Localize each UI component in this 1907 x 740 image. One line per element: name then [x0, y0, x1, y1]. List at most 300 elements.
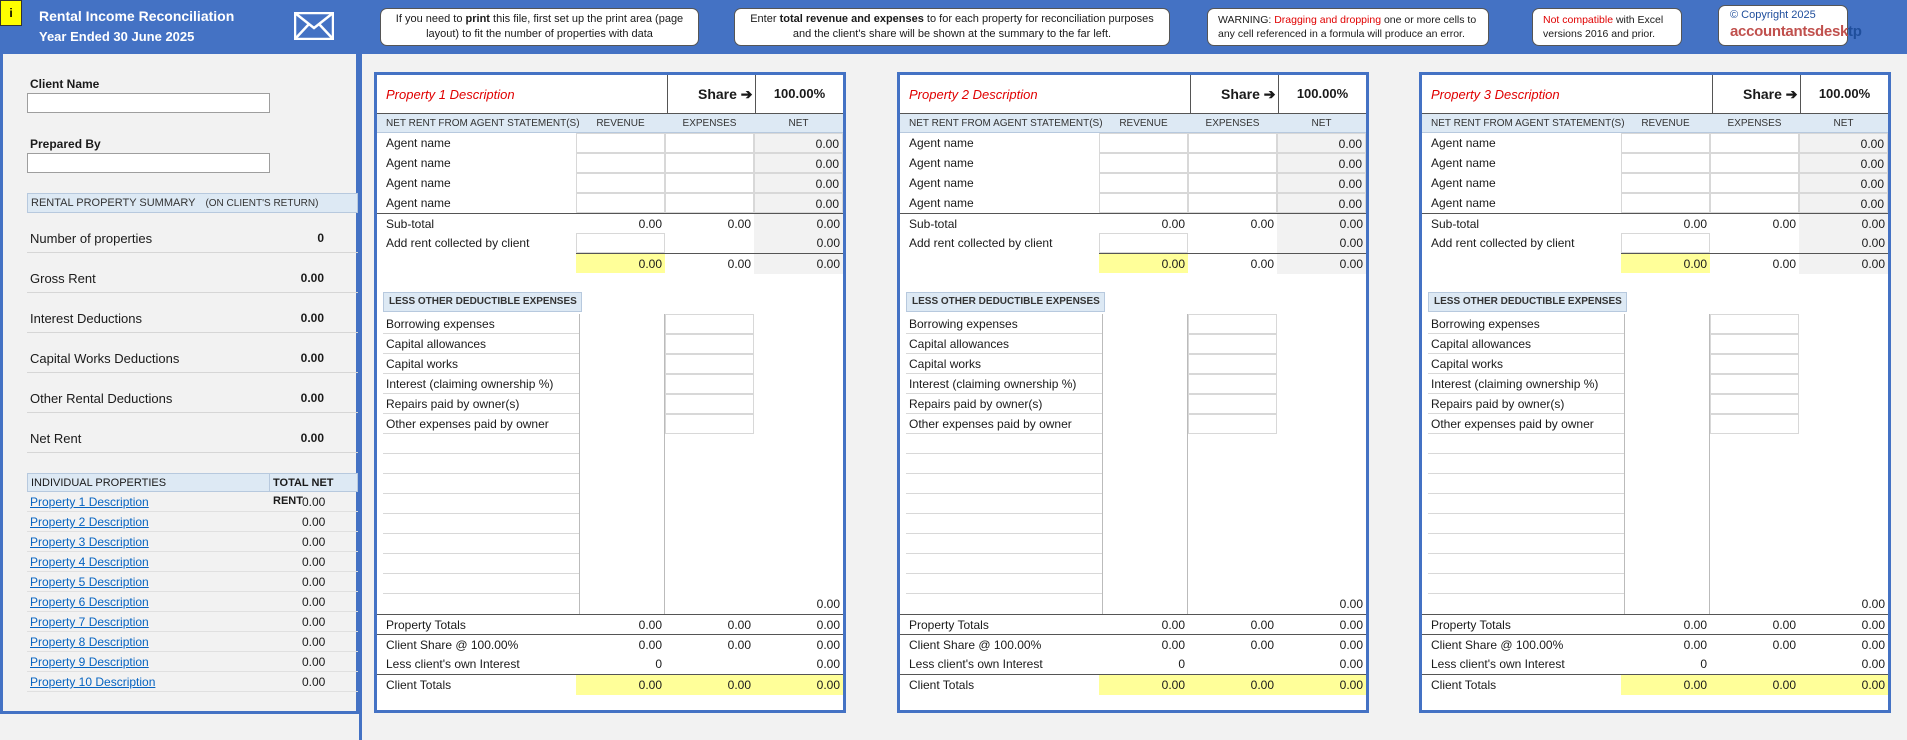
- agent-label[interactable]: Agent name: [909, 156, 974, 170]
- share-label-cell: [1712, 75, 1801, 113]
- expense-row: [383, 414, 579, 434]
- share-label: Share ➔: [698, 86, 753, 102]
- brand-logo[interactable]: [1718, 5, 1862, 46]
- expenses-cell[interactable]: [665, 173, 754, 193]
- client-totals-net: 0.00: [1799, 675, 1888, 695]
- col-net: NET: [788, 118, 809, 129]
- subtotal-row: [1422, 213, 1888, 233]
- expense-amount-cell[interactable]: [665, 414, 754, 434]
- rent-total-expenses: 0.00: [1710, 253, 1799, 273]
- expenses-cell[interactable]: [1188, 153, 1277, 173]
- subtotal-net: 0.00: [816, 217, 840, 231]
- expenses-cell[interactable]: [1710, 153, 1799, 173]
- agent-row: [377, 193, 843, 213]
- expense-amount-cell[interactable]: [1188, 334, 1277, 354]
- expense-row: [383, 334, 579, 354]
- subtotal-net: 0.00: [1861, 217, 1885, 231]
- expenses-cell[interactable]: [1188, 133, 1277, 153]
- title-bar: [0, 0, 1907, 54]
- expense-amount-cell[interactable]: [1188, 414, 1277, 434]
- agent-label[interactable]: Agent name: [1431, 176, 1496, 190]
- expense-row-empty[interactable]: [1428, 594, 1624, 614]
- col-expenses: EXPENSES: [1205, 118, 1260, 129]
- expense-label: Repairs paid by owner(s): [1431, 397, 1565, 411]
- add-rent-row: [1422, 233, 1888, 253]
- expense-row-empty[interactable]: [383, 594, 579, 614]
- expense-row: [906, 334, 1102, 354]
- col-desc: NET RENT FROM AGENT STATEMENT(S): [1431, 118, 1625, 129]
- agent-label[interactable]: Agent name: [386, 176, 451, 190]
- property-totals-expenses: 0.00: [1250, 618, 1274, 632]
- expense-row-empty[interactable]: [906, 514, 1102, 534]
- expense-row-empty[interactable]: [383, 534, 579, 554]
- expense-row-empty[interactable]: [906, 554, 1102, 574]
- property-link[interactable]: Property 3 Description: [30, 535, 149, 549]
- property-net: 0.00: [302, 675, 326, 689]
- net-cell: 0.00: [1799, 153, 1888, 173]
- client-share-expenses: 0.00: [1250, 638, 1274, 652]
- expense-row: [383, 314, 579, 334]
- expense-row-empty[interactable]: [1428, 574, 1624, 594]
- rent-total-revenue: 0.00: [1099, 253, 1188, 273]
- expenses-cell[interactable]: [665, 153, 754, 173]
- less-interest-label: Less client's own Interest: [1431, 657, 1565, 671]
- expense-row-empty[interactable]: [1428, 454, 1624, 474]
- add-rent-net: 0.00: [1861, 236, 1885, 250]
- client-share-row: [900, 634, 1366, 654]
- expense-row: [906, 314, 1102, 334]
- expense-amount-cell[interactable]: [1710, 394, 1799, 414]
- property-link-row: [27, 672, 358, 692]
- col-net: NET: [1833, 118, 1854, 129]
- expense-amount-cell[interactable]: [665, 314, 754, 334]
- expense-label: Capital works: [1431, 357, 1504, 371]
- property-link-row: [27, 592, 358, 612]
- client-share-label: Client Share @ 100.00%: [386, 638, 519, 652]
- agent-row: [377, 133, 843, 153]
- client-totals-row: [900, 674, 1366, 694]
- agent-row: [377, 153, 843, 173]
- client-name-label: Client Name: [30, 77, 100, 91]
- property-title[interactable]: Property 1 Description: [386, 87, 515, 102]
- net-cell: 0.00: [1799, 173, 1888, 193]
- summary-value: 0.00: [300, 351, 324, 365]
- client-share-row: [1422, 634, 1888, 654]
- expense-amount-cell[interactable]: [1188, 354, 1277, 374]
- brand-c: p: [1852, 23, 1862, 40]
- revenue-cell[interactable]: [1621, 173, 1710, 193]
- expense-amount-column: [665, 314, 754, 434]
- expense-amount-cell[interactable]: [665, 394, 754, 414]
- revenue-cell[interactable]: [1621, 153, 1710, 173]
- compat-b: with Excel versions 2016 and prior.: [1543, 14, 1664, 40]
- expense-label: Interest (claiming ownership %): [909, 377, 1077, 391]
- subtotal-row: [900, 213, 1366, 233]
- rent-total-expenses: 0.00: [1188, 253, 1277, 273]
- client-totals-row: [1422, 674, 1888, 694]
- expense-row: [383, 394, 579, 414]
- revenue-cell[interactable]: [576, 133, 665, 153]
- expense-row: [1428, 334, 1624, 354]
- enter-note: [734, 8, 1170, 46]
- expenses-cell[interactable]: [665, 193, 754, 213]
- property-header: [377, 75, 843, 114]
- expense-row-empty[interactable]: [1428, 494, 1624, 514]
- revenue-cell[interactable]: [576, 173, 665, 193]
- expenses-cell[interactable]: [1188, 173, 1277, 193]
- property-link-row: [27, 632, 358, 652]
- property-link[interactable]: Property 9 Description: [30, 655, 149, 669]
- client-totals-net: 0.00: [1277, 675, 1366, 695]
- less-interest-label: Less client's own Interest: [386, 657, 520, 671]
- rent-total-row: [1422, 253, 1888, 273]
- property-title[interactable]: Property 2 Description: [909, 87, 1038, 102]
- panel-divider: [359, 0, 362, 740]
- revenue-cell[interactable]: [1099, 173, 1188, 193]
- agent-label[interactable]: Agent name: [386, 136, 451, 150]
- expense-row: [1428, 314, 1624, 334]
- revenue-cell[interactable]: [576, 193, 665, 213]
- property-link[interactable]: Property 1 Description: [30, 495, 149, 509]
- property-net: 0.00: [302, 515, 326, 529]
- brand-a: accountantsdesk: [1730, 23, 1849, 40]
- expense-row: [906, 354, 1102, 374]
- expense-amount-cell[interactable]: [1710, 314, 1799, 334]
- less-interest-value[interactable]: 0: [1700, 657, 1707, 671]
- add-rent-label: Add rent collected by client: [909, 236, 1053, 250]
- summary-label: Gross Rent: [30, 271, 96, 286]
- expenses-cell[interactable]: [1710, 193, 1799, 213]
- property-link-row: [27, 552, 358, 572]
- subtotal-revenue: 0.00: [638, 217, 662, 231]
- add-rent-row: [900, 233, 1366, 253]
- agent-label[interactable]: Agent name: [909, 196, 974, 210]
- summary-header: [27, 193, 358, 213]
- expense-label: Other expenses paid by owner: [386, 417, 549, 431]
- summary-label: Number of properties: [30, 231, 153, 246]
- expense-row-empty[interactable]: [383, 474, 579, 494]
- rent-total-net: 0.00: [1799, 253, 1888, 273]
- expenses-cell[interactable]: [1710, 133, 1799, 153]
- less-expenses-header: LESS OTHER DEDUCTIBLE EXPENSES: [1428, 292, 1627, 312]
- client-share-revenue: 0.00: [638, 638, 662, 652]
- summary-row: [27, 333, 358, 373]
- agent-row: [900, 173, 1366, 193]
- client-totals-revenue: 0.00: [576, 675, 665, 695]
- enter-note-a: Enter: [750, 13, 780, 25]
- col-revenue: REVENUE: [1119, 118, 1168, 129]
- subtotal-revenue: 0.00: [1161, 217, 1185, 231]
- summary-label: Other Rental Deductions: [30, 391, 173, 406]
- subtotal-revenue: 0.00: [1683, 217, 1707, 231]
- property-totals-revenue: 0.00: [1683, 618, 1707, 632]
- enter-note-b: total revenue and expenses: [779, 13, 924, 25]
- page-subtitle: Year Ended 30 June 2025: [39, 29, 195, 44]
- print-note: [380, 8, 699, 46]
- agent-label[interactable]: Agent name: [386, 196, 451, 210]
- copyright: © Copyright 2025: [1730, 9, 1816, 21]
- expense-row-empty[interactable]: [383, 434, 579, 454]
- expense-row: [383, 354, 579, 374]
- client-share-label: Client Share @ 100.00%: [909, 638, 1042, 652]
- summary-row: [27, 253, 358, 293]
- expense-row-empty[interactable]: [383, 454, 579, 474]
- expense-row-empty[interactable]: [1428, 474, 1624, 494]
- prepared-by-input[interactable]: [27, 153, 270, 173]
- net-cell: 0.00: [1277, 173, 1366, 193]
- add-rent-label: Add rent collected by client: [1431, 236, 1575, 250]
- expense-row-empty[interactable]: [383, 494, 579, 514]
- subtotal-label: Sub-total: [386, 217, 435, 231]
- column-header-row: [377, 114, 843, 133]
- client-share-label: Client Share @ 100.00%: [1431, 638, 1564, 652]
- client-totals-expenses: 0.00: [1188, 675, 1277, 695]
- agent-label[interactable]: Agent name: [1431, 156, 1496, 170]
- property-link[interactable]: Property 7 Description: [30, 615, 149, 629]
- expense-amount-cell[interactable]: [1710, 354, 1799, 374]
- expenses-cell[interactable]: [665, 133, 754, 153]
- expense-row-empty[interactable]: [906, 434, 1102, 454]
- col-desc: NET RENT FROM AGENT STATEMENT(S): [386, 118, 580, 129]
- expense-amount-column: [1710, 314, 1799, 434]
- summary-label: Capital Works Deductions: [30, 351, 180, 366]
- add-rent-input[interactable]: [1099, 233, 1188, 253]
- col-expenses: EXPENSES: [682, 118, 737, 129]
- col-expenses: EXPENSES: [1727, 118, 1782, 129]
- subtotal-expenses: 0.00: [1772, 217, 1796, 231]
- less-interest-label: Less client's own Interest: [909, 657, 1043, 671]
- agent-row: [900, 193, 1366, 213]
- rent-total-net: 0.00: [1277, 253, 1366, 273]
- net-cell: 0.00: [1277, 153, 1366, 173]
- rent-total-revenue: 0.00: [576, 253, 665, 273]
- expense-amount-cell[interactable]: [665, 374, 754, 394]
- page-title: Rental Income Reconciliation: [39, 8, 235, 24]
- client-name-input[interactable]: [27, 93, 270, 113]
- print-note-c: this file, first set up the print area (page layout) to fit the number of properties with data: [426, 13, 684, 40]
- property-link[interactable]: Property 6 Description: [30, 595, 149, 609]
- add-rent-input[interactable]: [1621, 233, 1710, 253]
- property-totals-label: Property Totals: [909, 618, 989, 632]
- subtotal-label: Sub-total: [1431, 217, 1480, 231]
- info-icon[interactable]: i: [0, 0, 22, 26]
- less-expenses-header: LESS OTHER DEDUCTIBLE EXPENSES: [906, 292, 1105, 312]
- client-totals-revenue: 0.00: [1099, 675, 1188, 695]
- expense-label: Capital works: [386, 357, 459, 371]
- warning-c: one or more cells to any cell referenced in a formula will produce an error.: [1218, 14, 1477, 40]
- expense-label: Borrowing expenses: [1431, 317, 1540, 331]
- agent-label[interactable]: Agent name: [909, 176, 974, 190]
- expense-amount-cell[interactable]: [665, 334, 754, 354]
- net-cell: 0.00: [754, 133, 843, 153]
- expense-row: [906, 414, 1102, 434]
- expense-row-empty[interactable]: [906, 454, 1102, 474]
- print-note-a: If you need to: [395, 13, 466, 25]
- agent-row: [1422, 173, 1888, 193]
- expense-amount-cell[interactable]: [665, 354, 754, 374]
- expense-row-empty[interactable]: [906, 494, 1102, 514]
- property-title[interactable]: Property 3 Description: [1431, 87, 1560, 102]
- share-percent[interactable]: 100.00%: [773, 86, 826, 101]
- expense-label: Borrowing expenses: [386, 317, 495, 331]
- share-percent[interactable]: 100.00%: [1818, 86, 1871, 101]
- expense-row-empty[interactable]: [906, 534, 1102, 554]
- property-totals-net: 0.00: [1861, 618, 1885, 632]
- rent-total-net: 0.00: [754, 253, 843, 273]
- agent-label[interactable]: Agent name: [1431, 136, 1496, 150]
- client-totals-revenue: 0.00: [1621, 675, 1710, 695]
- add-rent-input[interactable]: [576, 233, 665, 253]
- expense-row-empty[interactable]: [1428, 534, 1624, 554]
- expense-row: [1428, 354, 1624, 374]
- less-interest-row: [900, 654, 1366, 674]
- property-net: 0.00: [302, 635, 326, 649]
- expense-label: Borrowing expenses: [909, 317, 1018, 331]
- revenue-cell[interactable]: [1621, 193, 1710, 213]
- share-label-cell: [1190, 75, 1279, 113]
- less-interest-value[interactable]: 0: [655, 657, 662, 671]
- less-interest-row: [1422, 654, 1888, 674]
- col-net: NET: [1311, 118, 1332, 129]
- expense-row-empty[interactable]: [906, 574, 1102, 594]
- col-desc: NET RENT FROM AGENT STATEMENT(S): [909, 118, 1103, 129]
- expense-row-empty[interactable]: [383, 554, 579, 574]
- compat-note: [1532, 8, 1682, 46]
- expense-amount-cell[interactable]: [1188, 314, 1277, 334]
- property-link[interactable]: Property 8 Description: [30, 635, 149, 649]
- agent-row: [377, 173, 843, 193]
- revenue-cell[interactable]: [1621, 133, 1710, 153]
- less-expenses-header: LESS OTHER DEDUCTIBLE EXPENSES: [383, 292, 582, 312]
- ip-total-label: TOTAL NET RENT: [269, 474, 357, 491]
- share-percent[interactable]: 100.00%: [1296, 86, 1349, 101]
- property-header: [900, 75, 1366, 114]
- property-totals-label: Property Totals: [1431, 618, 1511, 632]
- expense-label: Repairs paid by owner(s): [909, 397, 1043, 411]
- property-net: 0.00: [302, 555, 326, 569]
- expenses-net: 0.00: [816, 597, 840, 611]
- expense-row-empty[interactable]: [1428, 434, 1624, 454]
- net-cell: 0.00: [754, 173, 843, 193]
- client-share-net: 0.00: [1339, 638, 1363, 652]
- client-share-revenue: 0.00: [1161, 638, 1185, 652]
- brand-b: t: [1848, 23, 1853, 40]
- expense-row-empty[interactable]: [906, 594, 1102, 614]
- expense-row: [906, 394, 1102, 414]
- expense-amount-cell[interactable]: [1710, 334, 1799, 354]
- expense-amount-cell[interactable]: [1188, 374, 1277, 394]
- summary-value: 0: [317, 231, 324, 245]
- property-link[interactable]: Property 4 Description: [30, 555, 149, 569]
- expense-label: Capital works: [909, 357, 982, 371]
- add-rent-label: Add rent collected by client: [386, 236, 530, 250]
- property-net: 0.00: [302, 575, 326, 589]
- property-link-row: [27, 492, 358, 512]
- warning-note: [1207, 8, 1489, 46]
- agent-row: [1422, 133, 1888, 153]
- property-link-row: [27, 612, 358, 632]
- agent-label[interactable]: Agent name: [1431, 196, 1496, 210]
- expenses-cell[interactable]: [1188, 193, 1277, 213]
- print-note-b: print: [465, 13, 490, 25]
- property-totals-row: [900, 614, 1366, 634]
- agent-row: [1422, 153, 1888, 173]
- client-share-expenses: 0.00: [1772, 638, 1796, 652]
- property-link[interactable]: Property 5 Description: [30, 575, 149, 589]
- client-totals-expenses: 0.00: [1710, 675, 1799, 695]
- expense-label: Other expenses paid by owner: [1431, 417, 1594, 431]
- warning-b: Dragging and dropping: [1274, 14, 1382, 26]
- expense-amount-cell[interactable]: [1710, 414, 1799, 434]
- agent-label[interactable]: Agent name: [386, 156, 451, 170]
- subtotal-expenses: 0.00: [727, 217, 751, 231]
- property-link[interactable]: Property 10 Description: [30, 675, 156, 689]
- revenue-cell[interactable]: [1099, 193, 1188, 213]
- expense-row-empty[interactable]: [1428, 554, 1624, 574]
- client-share-net: 0.00: [816, 638, 840, 652]
- property-totals-row: [377, 614, 843, 634]
- agent-label[interactable]: Agent name: [909, 136, 974, 150]
- expense-row-empty[interactable]: [383, 514, 579, 534]
- net-cell: 0.00: [754, 153, 843, 173]
- property-totals-row: [1422, 614, 1888, 634]
- less-interest-value[interactable]: 0: [1178, 657, 1185, 671]
- expense-amount-cell[interactable]: [1710, 374, 1799, 394]
- net-cell: 0.00: [1799, 133, 1888, 153]
- client-totals-label: Client Totals: [909, 678, 975, 692]
- revenue-cell[interactable]: [576, 153, 665, 173]
- add-rent-net: 0.00: [816, 236, 840, 250]
- expenses-cell[interactable]: [1710, 173, 1799, 193]
- expense-row-empty[interactable]: [1428, 514, 1624, 534]
- expense-label: Interest (claiming ownership %): [1431, 377, 1599, 391]
- expense-row: [906, 374, 1102, 394]
- summary-value: 0.00: [300, 311, 324, 325]
- rent-total-row: [900, 253, 1366, 273]
- property-link[interactable]: Property 2 Description: [30, 515, 149, 529]
- add-rent-row: [377, 233, 843, 253]
- share-label: Share ➔: [1221, 86, 1276, 102]
- net-cell: 0.00: [754, 193, 843, 213]
- col-revenue: REVENUE: [596, 118, 645, 129]
- property-net: 0.00: [302, 655, 326, 669]
- revenue-cell[interactable]: [1099, 153, 1188, 173]
- expense-row-empty[interactable]: [906, 474, 1102, 494]
- subtotal-net: 0.00: [1339, 217, 1363, 231]
- property-totals-revenue: 0.00: [1161, 618, 1185, 632]
- revenue-cell[interactable]: [1099, 133, 1188, 153]
- summary-label: Net Rent: [30, 431, 82, 446]
- rent-total-revenue: 0.00: [1621, 253, 1710, 273]
- property-totals-revenue: 0.00: [638, 618, 662, 632]
- summary-row: [27, 293, 358, 333]
- property-net: 0.00: [302, 615, 326, 629]
- property-net: 0.00: [302, 495, 326, 509]
- property-totals-expenses: 0.00: [727, 618, 751, 632]
- summary-value: 0.00: [300, 391, 324, 405]
- less-interest-net: 0.00: [1861, 657, 1885, 671]
- ip-header-label: INDIVIDUAL PROPERTIES: [31, 477, 167, 489]
- client-totals-row: [377, 674, 843, 694]
- expense-row-empty[interactable]: [383, 574, 579, 594]
- property-panel: [374, 72, 846, 713]
- rent-total-row: [377, 253, 843, 273]
- agent-row: [900, 133, 1366, 153]
- column-header-row: [1422, 114, 1888, 133]
- summary-row: [27, 373, 358, 413]
- envelope-icon[interactable]: [294, 12, 334, 40]
- expense-amount-cell[interactable]: [1188, 394, 1277, 414]
